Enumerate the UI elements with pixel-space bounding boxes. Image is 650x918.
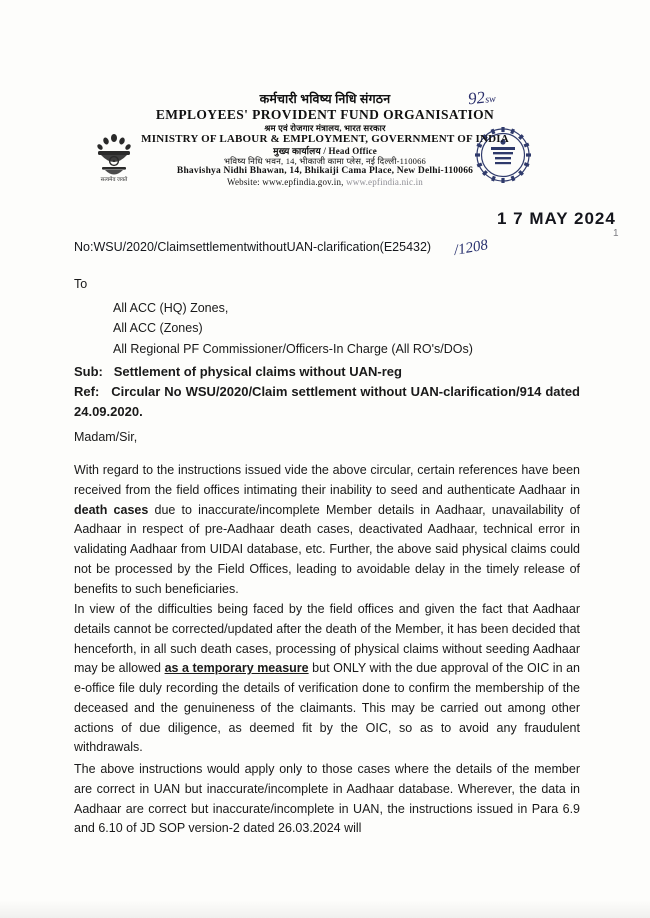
paragraph-3: The above instructions would apply only to those cases where the details of the member are correct in UAN but inaccurate/incomplete in Aadhaar database. Wherever, the data in Aadhaar are correct but inaccurate/incomplete in UAN, the instructions issued in Para 6.9 and 6.10 of JD SOP version-2 dated 26.03.2024 will xyxy=(74,762,580,836)
paragraph-1-emphasis: death cases xyxy=(74,502,149,517)
emblem-motto: सत्यमेव जयते xyxy=(100,177,128,183)
addressee-line: All Regional PF Commissioner/Officers-In Charge (All RO's/DOs) xyxy=(113,341,473,356)
reference-label: Ref: xyxy=(74,383,100,399)
letterhead-english-ministry: MINISTRY OF LABOUR & EMPLOYMENT, GOVERNMENT OF INDIA xyxy=(141,132,509,145)
paragraph-2 xyxy=(74,600,580,758)
addressee-line: All ACC (Zones) xyxy=(113,321,203,336)
addressee-line: All ACC (HQ) Zones, xyxy=(113,301,229,315)
letterhead-website xyxy=(0,177,650,188)
letterhead-head-office: मुख्य कार्यालय / Head Office xyxy=(273,145,377,156)
paragraph-2-part-b: but ONLY with the due approval of the OIC in an e-office file duly recording the details of verification done to confirm the membership of the deceased and the genuineness of the claimants. This may be carried out among other actions of due diligence, as deemed fit by the OIC, so as to avoid any fraudulent withdrawals. xyxy=(74,661,580,755)
page-edge-shadow xyxy=(0,900,650,918)
paragraph-2-part-a: In view of the difficulties being faced by the field offices and given the fact that Aadhaar details cannot be corrected/updated after the death of the Member, it has been decided that henceforth, in all such death cases, processing of physical claims without seeding Aadhaar may be allowed xyxy=(74,602,580,676)
paragraph-1-part-b: due to inaccurate/incomplete Member details in Aadhaar, unavailability of Aadhaar in respect of pre-Aadhaar death cases, deactivated Aadhaar, technical error in validating Aadhaar from UIDAI database, etc. Further, the above said physical claims could not be processed by the Field Offices, leading to avoidable delay in the timely release of benefits to such beneficiaries. xyxy=(74,502,580,596)
paragraph-1 xyxy=(74,461,580,599)
reference-text: Circular No WSU/2020/Claim settlement without UAN-clarification/914 dated 24.09.2020. xyxy=(74,383,580,419)
reference-number: No:WSU/2020/ClaimsettlementwithoutUAN-clarification(E25432) xyxy=(74,240,432,254)
letterhead xyxy=(0,92,650,188)
handwritten-number: 92 xyxy=(467,87,486,109)
date-stamp: 1 7 MAY 2024 xyxy=(497,209,616,228)
letterhead-english-org: EMPLOYEES' PROVIDENT FUND ORGANISATION xyxy=(155,106,495,122)
salutation: Madam/Sir, xyxy=(74,430,138,444)
to-label: To xyxy=(74,277,88,291)
paragraph-2-emphasis: as a temporary measure xyxy=(164,661,309,676)
handwritten-file-number: /1208 xyxy=(452,237,490,259)
subject-label: Sub: xyxy=(74,364,103,379)
website-secondary: www.epfindia.nic.in xyxy=(346,177,424,188)
subject-row xyxy=(74,362,580,382)
website-label: Website: www.epfindia.gov.in, xyxy=(226,177,344,188)
letterhead-english-address: Bhavishya Nidhi Bhawan, 14, Bhikaiji Cama Place, New Delhi-110066 xyxy=(176,166,474,177)
subject-block xyxy=(74,362,580,421)
letterhead-hindi-org: कर्मचारी भविष्य निधि संगठन xyxy=(259,92,391,106)
paragraph-1-part-a: With regard to the instructions issued vide the above circular, certain references have been received from the field offices intimating their inability to seed and authenticate Aadhaar in xyxy=(74,463,580,497)
handwritten-diary-number xyxy=(467,87,497,110)
addressee-list xyxy=(113,298,473,359)
subject-text: Settlement of physical claims without UAN-reg xyxy=(113,364,402,379)
reference-row xyxy=(74,382,580,422)
letterhead-hindi-ministry: श्रम एवं रोजगार मंत्रालय, भारत सरकार xyxy=(264,122,386,133)
side-page-mark: 1 xyxy=(613,228,619,239)
handwritten-suffix: sw xyxy=(484,93,497,106)
letterhead-hindi-address: भविष्य निधि भवन, 14, भीकाजी कामा प्लेस, नई दिल्ली-110066 xyxy=(223,156,427,167)
